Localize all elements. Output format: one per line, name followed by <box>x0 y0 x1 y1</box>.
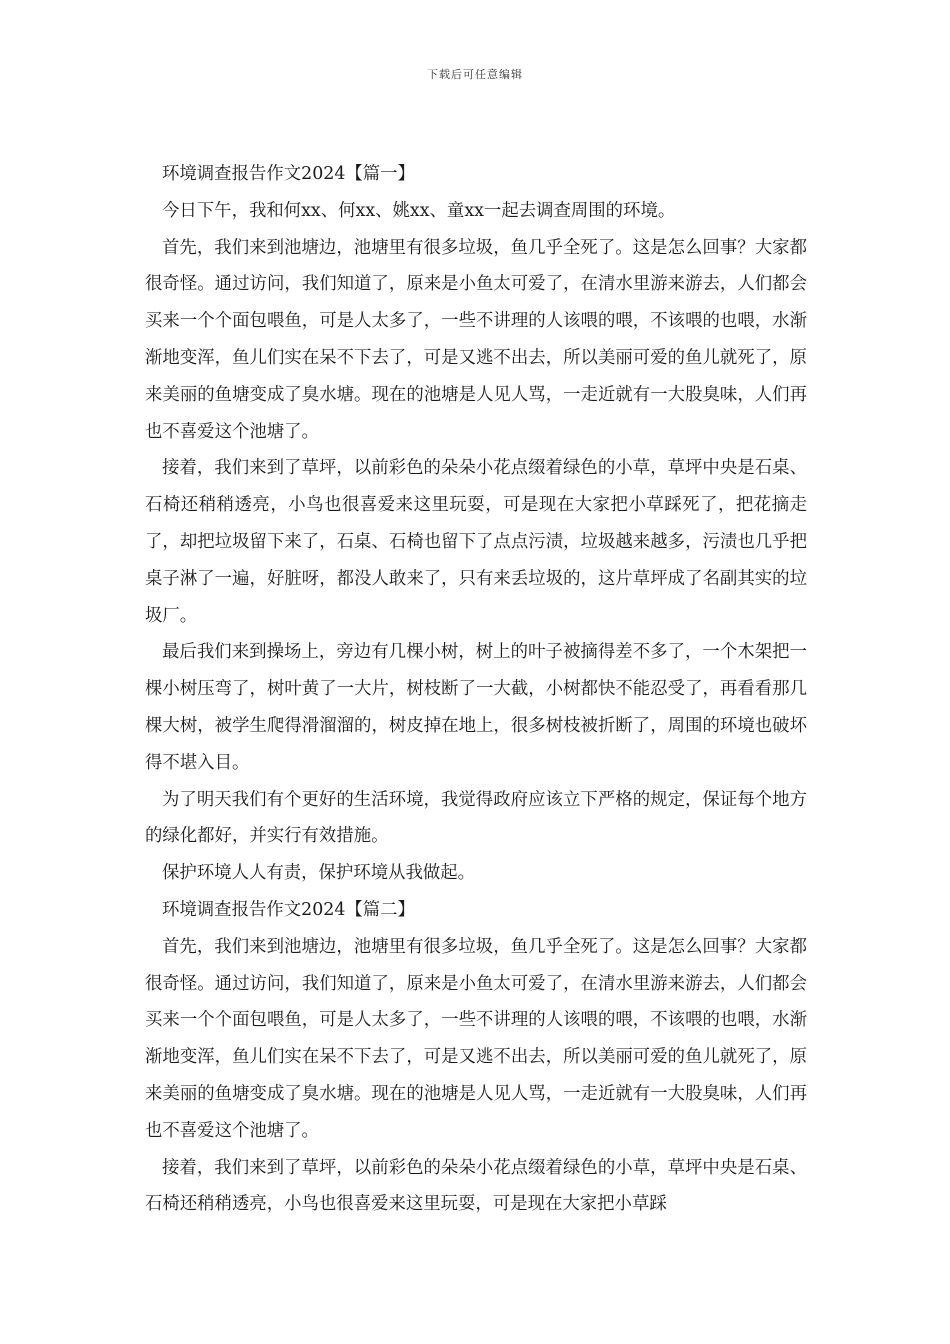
section-heading: 环境调查报告作文2024【篇一】 <box>162 164 415 184</box>
paragraph: 接着，我们来到了草坪，以前彩色的朵朵小花点缀着绿色的小草，草坪中央是石桌、石椅还稍稍透亮，小鸟也很喜爱来这里玩耍，可是现在大家把小草踩 <box>145 1157 807 1215</box>
page-header: 下载后可任意编辑 <box>427 68 523 81</box>
paragraph: 为了明天我们有个更好的生活环境，我觉得政府应该立下严格的规定，保证每个地方的绿化都好，并实行有效措施。 <box>145 789 807 847</box>
paragraph: 今日下午，我和何xx、何xx、姚xx、童xx一起去调查周围的环境。 <box>162 200 676 221</box>
paragraph: 接着，我们来到了草坪，以前彩色的朵朵小花点缀着绿色的小草，草坪中央是石桌、石椅还稍稍透亮，小鸟也很喜爱来这里玩耍，可是现在大家把小草踩死了，把花摘走了，却把垃圾留下来了，石桌、石椅也留下了点点污渍，垃圾越来越多，污渍也几乎把桌子淋了一遍，好脏呀，都没人敢来了，只有来丢垃圾的，这片草坪成了名副其实的垃圾厂。 <box>145 458 807 626</box>
paragraph: 最后我们来到操场上，旁边有几棵小树，树上的叶子被摘得差不多了，一个木架把一棵小树压弯了，树叶黄了一大片，树枝断了一大截，小树都快不能忍受了，再看看那几棵大树，被学生爬得滑溜溜的，树皮掉在地上，很多树枝被折断了，周围的环境也破坏得不堪入目。 <box>145 642 807 773</box>
document-body <box>145 156 807 1223</box>
paragraph: 首先，我们来到池塘边，池塘里有很多垃圾，鱼几乎全死了。这是怎么回事？大家都很奇怪。通过访问，我们知道了，原来是小鱼太可爱了，在清水里游来游去，人们都会买来一个个面包喂鱼，可是人太多了，一些不讲理的人该喂的喂，不该喂的也喂，水渐渐地变浑，鱼儿们实在呆不下去了，可是又逃不出去，所以美丽可爱的鱼儿就死了，原来美丽的鱼塘变成了臭水塘。现在的池塘是人见人骂，一走近就有一大股臭味，人们再也不喜爱这个池塘了。 <box>145 237 807 442</box>
section-heading: 环境调查报告作文2024【篇二】 <box>162 899 415 920</box>
paragraph: 保护环境人人有责，保护环境从我做起。 <box>162 863 476 884</box>
paragraph: 首先，我们来到池塘边，池塘里有很多垃圾，鱼几乎全死了。这是怎么回事？大家都很奇怪。通过访问，我们知道了，原来是小鱼太可爱了，在清水里游来游去，人们都会买来一个个面包喂鱼，可是人太多了，一些不讲理的人该喂的喂，不该喂的也喂，水渐渐地变浑，鱼儿们实在呆不下去了，可是又逃不出去，所以美丽可爱的鱼儿就死了，原来美丽的鱼塘变成了臭水塘。现在的池塘是人见人骂，一走近就有一大股臭味，人们再也不喜爱这个池塘了。 <box>145 936 807 1141</box>
